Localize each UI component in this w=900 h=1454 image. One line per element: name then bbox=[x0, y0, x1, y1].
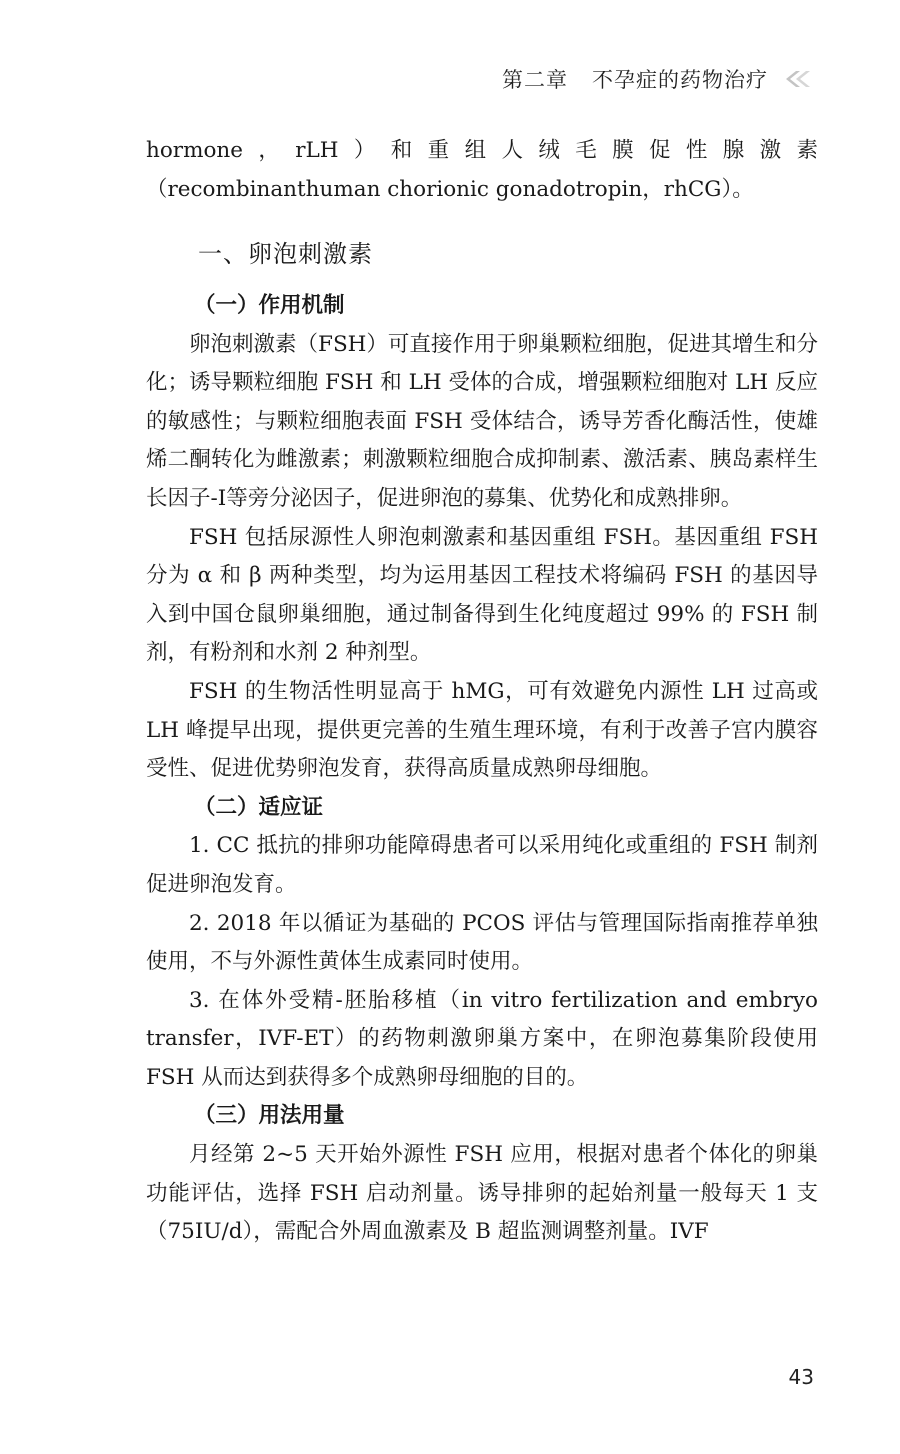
subsection-title-dosage: （三）用法用量 bbox=[194, 1103, 345, 1129]
section-title: 一、卵泡刺激素 bbox=[198, 240, 373, 268]
page-body bbox=[146, 132, 818, 209]
chapter-label: 第二章 bbox=[502, 68, 568, 92]
subsection-title-indications: （二）适应证 bbox=[194, 794, 324, 820]
list-item: 1. CC 抵抗的排卵功能障碍患者可以采用纯化或重组的 FSH 制剂促进卵泡发育。 bbox=[146, 833, 818, 897]
paragraph: FSH 的生物活性明显高于 hMG，可有效避免内源性 LH 过高或 LH 峰提早出现，提供更完善的生殖生理环境，有利于改善子宫内膜容受性、促进优势卵泡发育，获得高质量成熟卵母细胞。 bbox=[146, 678, 818, 782]
page-number: 43 bbox=[788, 1365, 814, 1389]
running-header bbox=[502, 64, 812, 94]
list-item: 3. 在体外受精-胚胎移植（in vitro fertilization and embryo transfer，IVF-ET）的药物刺激卵巢方案中，在卵泡募集阶段使用 FSH 从而达到获得多个成熟卵母细胞的目的。 bbox=[146, 987, 818, 1090]
double-chevron-left-icon bbox=[782, 69, 812, 89]
paragraph: 月经第 2~5 天开始外源性 FSH 应用，根据对患者个体化的卵巢功能评估，选择 FSH 启动剂量。诱导排卵的起始剂量一般每天 1 支（75IU/d），需配合外周血激素及 B 超监测调整剂量。IVF bbox=[146, 1142, 818, 1245]
paragraph: 卵泡刺激素（FSH）可直接作用于卵巢颗粒细胞，促进其增生和分化；诱导颗粒细胞 FSH 和 LH 受体的合成，增强颗粒细胞对 LH 反应的敏感性；与颗粒细胞表面 FSH 受体结合，诱导芳香化酶活性，使雄烯二酮转化为雌激素；刺激颗粒细胞合成抑制素、激活素、胰岛素样生长因子-I等旁分泌因子，促进卵泡的募集、优势化和成熟排卵。 bbox=[146, 331, 818, 511]
intro-paragraph: hormone，rLH）和重组人绒毛膜促性腺激素（recombinanthuman chorionic gonadotropin，rhCG）。 bbox=[146, 138, 818, 202]
list-item: 2. 2018 年以循证为基础的 PCOS 评估与管理国际指南推荐单独使用，不与外源性黄体生成素同时使用。 bbox=[146, 910, 818, 975]
section-body bbox=[146, 287, 818, 1252]
paragraph: FSH 包括尿源性人卵泡刺激素和基因重组 FSH。基因重组 FSH 分为 α 和 β 两种类型，均为运用基因工程技术将编码 FSH 的基因导入到中国仓鼠卵巢细胞，通过制备得到生化纯度超过 99% 的 FSH 制剂，有粉剂和水剂 2 种剂型。 bbox=[146, 524, 818, 666]
chapter-title: 不孕症的药物治疗 bbox=[592, 68, 768, 92]
subsection-title-mechanism: （一）作用机制 bbox=[194, 293, 345, 318]
